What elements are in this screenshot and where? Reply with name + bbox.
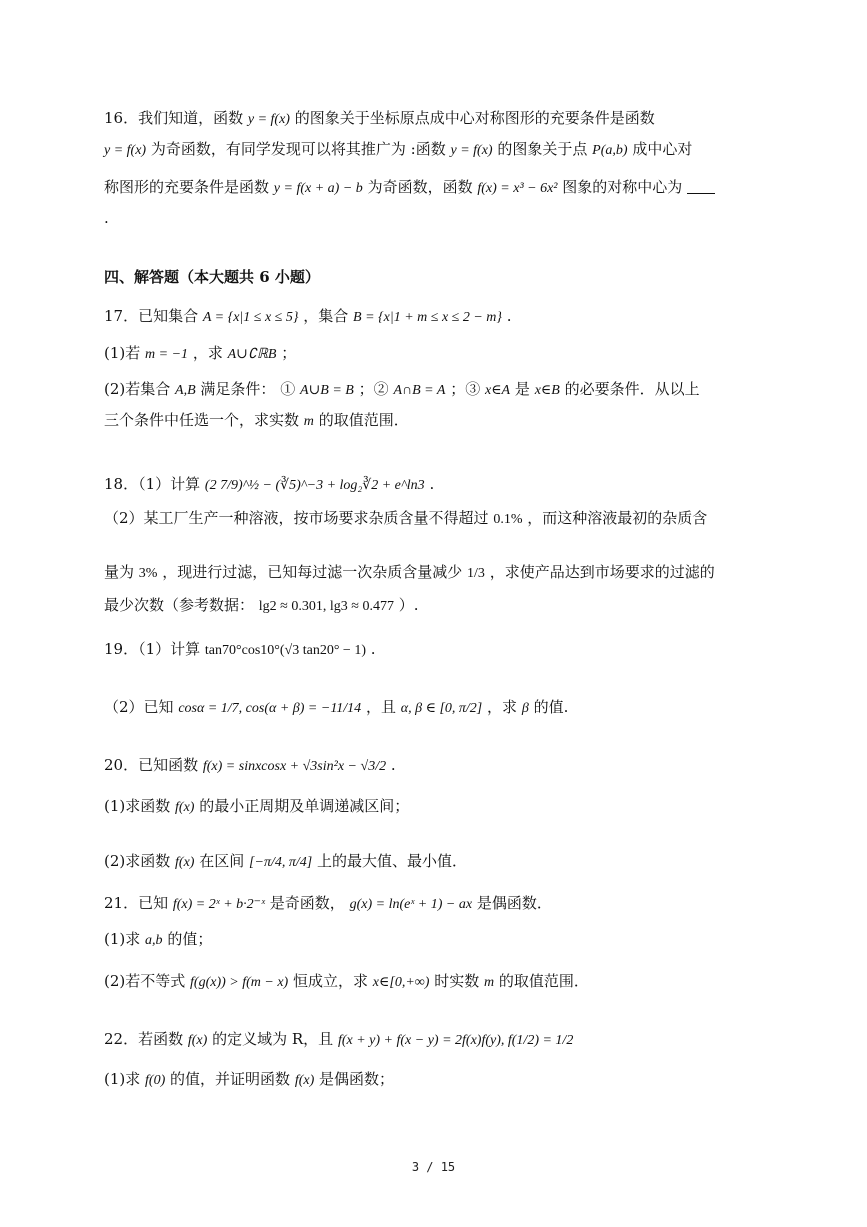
q20-text: (1)求函数 <box>104 797 171 815</box>
q16-line-3 <box>104 176 715 200</box>
circled-number: ；② <box>358 380 389 398</box>
section-title: 四、解答题（本大题共 6 小题） <box>104 268 320 286</box>
math-formula: f(0) <box>145 1073 166 1088</box>
q17-text: 的取值范围． <box>318 411 409 429</box>
q21-text: (1)求 <box>104 930 141 948</box>
math-formula: f(x) <box>175 855 195 870</box>
math-formula: A,B <box>175 383 196 398</box>
math-formula: A∪B = B <box>300 383 354 398</box>
q17-line-1 <box>104 305 512 329</box>
q19-line-2 <box>104 696 568 720</box>
math-value: 0.1% <box>493 512 523 527</box>
q22-part-1 <box>104 1068 394 1092</box>
q18-text: （2）某工厂生产一种溶液，按市场要求杂质含量不得超过 <box>104 509 489 527</box>
q18-text: ）. <box>398 596 419 614</box>
math-formula: a,b <box>145 933 163 948</box>
math-value: lg2 ≈ 0.301, lg3 ≈ 0.477 <box>258 599 394 614</box>
q22-text: 是偶函数； <box>319 1070 395 1088</box>
q21-text: 21．已知 <box>104 894 169 912</box>
q21-line-1 <box>104 892 552 916</box>
q22-text: 的值，并证明函数 <box>170 1070 291 1088</box>
q18-line-3 <box>104 561 715 585</box>
q18-line-4 <box>104 594 419 618</box>
q21-text: 时实数 <box>434 972 480 990</box>
q17-part-2 <box>104 378 700 402</box>
math-formula: A∩B = A <box>393 383 446 398</box>
q19-text: （2）已知 <box>104 698 174 716</box>
q22-text: 的定义域为 R，且 <box>212 1030 334 1048</box>
math-formula: x∈B <box>534 383 560 398</box>
q22-text: 22．若函数 <box>104 1030 184 1048</box>
q21-text: 的值； <box>167 930 213 948</box>
q17-text: 三个条件中任选一个，求实数 <box>104 411 300 429</box>
math-formula: [−π/4, π/4] <box>249 855 313 870</box>
answer-blank <box>687 179 715 194</box>
circled-number: ① <box>280 380 296 398</box>
math-formula: f(x) = 2ˣ + b·2⁻ˣ <box>172 897 265 912</box>
q22-line-1 <box>104 1028 573 1052</box>
math-formula: y = f(x) <box>104 143 147 158</box>
q18-text: ，而这种溶液最初的杂质含 <box>527 509 708 527</box>
q16-text: 称图形的充要条件是函数 <box>104 178 270 196</box>
math-formula: f(x) <box>187 1033 208 1048</box>
q17-text: 是 <box>514 380 530 398</box>
math-symbol: m <box>484 975 495 990</box>
q17-text: ，集合 <box>303 307 349 325</box>
q18-text: 18．（1）计算 <box>104 475 201 493</box>
math-formula: m <box>303 414 314 429</box>
q16-text: 为奇函数，有同学发现可以将其推广为 :函数 <box>150 140 446 158</box>
q21-part-2 <box>104 970 589 994</box>
math-formula: x∈A <box>484 383 511 398</box>
q22-text: (1)求 <box>104 1070 141 1088</box>
period: . <box>390 756 396 774</box>
math-formula: y = f(x) <box>450 143 493 158</box>
q16-text: 成中心对 <box>632 140 693 158</box>
math-formula: A = {x|1 ≤ x ≤ 5} <box>202 310 299 325</box>
math-formula: g(x) = ln(eˣ + 1) − ax <box>349 897 473 912</box>
q21-text: 是偶函数． <box>476 894 552 912</box>
q16-line-2 <box>104 138 692 162</box>
math-formula: y = f(x + a) − b <box>273 181 363 196</box>
q16-text: 的图象关于点 <box>497 140 588 158</box>
q16-text: 为奇函数，函数 <box>367 178 473 196</box>
period: . <box>506 307 512 325</box>
q16-text: 的图象关于坐标原点成中心对称图形的充要条件是函数 <box>294 109 655 127</box>
q20-text: 20．已知函数 <box>104 756 199 774</box>
q18-text: 量为 <box>104 563 135 581</box>
math-formula: P(a,b) <box>592 143 628 158</box>
q16-text: 16．我们知道，函数 <box>104 109 244 127</box>
math-fraction: 1/3 <box>467 566 485 581</box>
math-formula: (2 7/9)^½ − (∛5)^−3 + log₂∛2 + e^ln3 <box>204 478 425 493</box>
q21-text: (2)若不等式 <box>104 972 186 990</box>
math-formula: f(x) = sinxcosx + √3sin²x − √3/2 <box>202 759 387 774</box>
q19-text: ，求 <box>487 698 518 716</box>
q19-text: 的值. <box>533 698 569 716</box>
circled-number: ；③ <box>450 380 481 398</box>
q20-line-1 <box>104 754 396 778</box>
math-formula: f(g(x)) > f(m − x) <box>190 975 289 990</box>
q18-line-2 <box>104 507 707 531</box>
q17-text: ； <box>281 344 297 362</box>
math-formula: f(x) = x³ − 6x² <box>477 181 558 196</box>
q21-part-1 <box>104 928 212 952</box>
period: . <box>429 475 435 493</box>
q16-text: 图象的对称中心为 <box>562 178 683 196</box>
q17-text: 满足条件： <box>200 380 276 398</box>
q20-text: 上的最大值、最小值． <box>316 852 467 870</box>
q18-text: 最少次数（参考数据： <box>104 596 255 614</box>
q21-text: 恒成立，求 <box>293 972 369 990</box>
q21-text: 的取值范围． <box>498 972 589 990</box>
math-formula: x∈[0,+∞) <box>372 975 430 990</box>
q19-line-1 <box>104 638 376 662</box>
q17-text: (1)若 <box>104 344 141 362</box>
q17-text: (2)若集合 <box>104 380 171 398</box>
q17-text: 的必要条件．从以上 <box>564 380 700 398</box>
q17-part-2-cont <box>104 409 409 433</box>
period: . <box>104 209 109 227</box>
math-formula: f(x) <box>294 1073 315 1088</box>
q20-text: (2)求函数 <box>104 852 171 870</box>
q17-part-1 <box>104 342 296 366</box>
q16-line-4 <box>104 207 109 229</box>
q19-text: ，且 <box>365 698 396 716</box>
q16-line-1 <box>104 107 655 131</box>
q20-part-1 <box>104 795 409 819</box>
q17-text: ，求 <box>192 344 223 362</box>
math-formula: B = {x|1 + m ≤ x ≤ 2 − m} <box>353 310 503 325</box>
math-formula: tan70°cos10°(√3 tan20° − 1) <box>204 643 366 658</box>
math-formula: A∪∁ℝB <box>227 347 277 362</box>
q19-text: 19．（1）计算 <box>104 640 201 658</box>
q20-part-2 <box>104 850 467 874</box>
math-formula: α, β ∈ [0, π/2] <box>400 701 483 716</box>
q20-text: 在区间 <box>199 852 245 870</box>
math-value: 3% <box>138 566 158 581</box>
math-formula: f(x + y) + f(x − y) = 2f(x)f(y), f(1/2) = 1/2 <box>337 1033 574 1048</box>
math-formula: cosα = 1/7, cos(α + β) = −11/14 <box>178 701 362 716</box>
q18-text: ，现进行过滤，已知每过滤一次杂质含量减少 <box>162 563 463 581</box>
math-symbol: β <box>521 701 529 716</box>
q21-text: 是奇函数， <box>269 894 345 912</box>
q18-line-1 <box>104 473 434 497</box>
q20-text: 的最小正周期及单调递减区间； <box>199 797 410 815</box>
math-formula: y = f(x) <box>247 112 290 127</box>
q17-text: 17．已知集合 <box>104 307 199 325</box>
math-formula: f(x) <box>175 800 195 815</box>
q18-text: ，求使产品达到市场要求的过滤的 <box>489 563 715 581</box>
page-number: 3 / 15 <box>411 1160 456 1174</box>
period: . <box>370 640 376 658</box>
math-formula: m = −1 <box>145 347 189 362</box>
